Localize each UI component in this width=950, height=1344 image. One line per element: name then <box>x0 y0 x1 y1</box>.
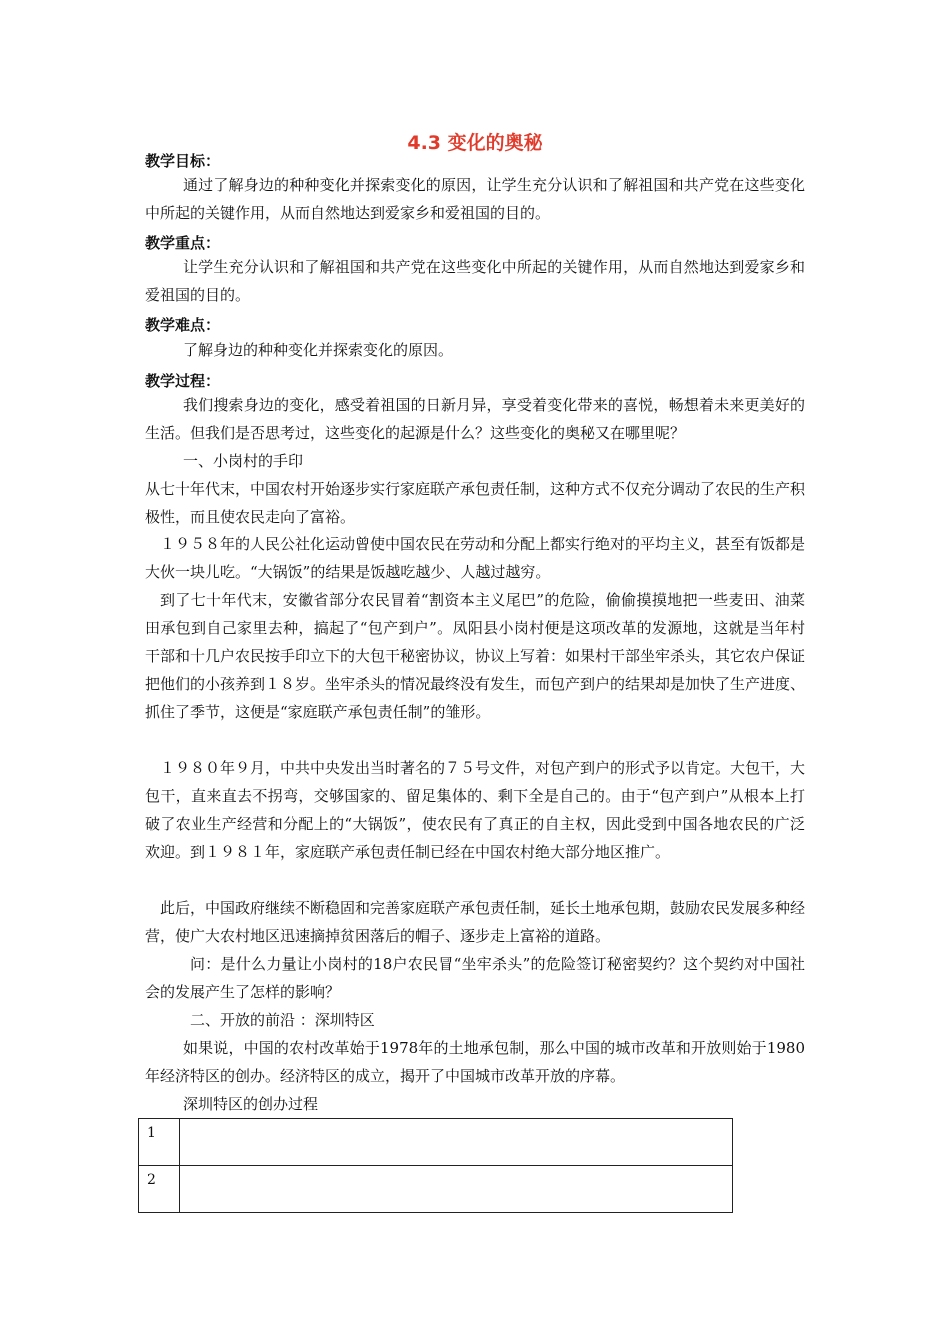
table-row <box>139 1119 733 1166</box>
goals-text: 通过了解身边的种种变化并探索变化的原因，让学生充分认识和了解祖国和共产党在这些变化中所起的关键作用，从而自然地达到爱家乡和爱祖国的目的。 <box>145 176 805 222</box>
table-cell-number: 1 <box>139 1119 180 1166</box>
paragraph-2: １９５８年的人民公社化运动曾使中国农民在劳动和分配上都实行绝对的平均主义，甚至有饭都是大伙一块儿吃。“大锅饭”的结果是饭越吃越少、人越过越穷。 <box>145 535 806 581</box>
key-text: 让学生充分认识和了解祖国和共产党在这些变化中所起的关键作用，从而自然地达到爱家乡和爱祖国的目的。 <box>145 258 805 304</box>
goals-heading: 教学目标： <box>145 152 221 170</box>
part1-heading: 一、小岗村的手印 <box>183 452 304 470</box>
process-heading: 教学过程： <box>145 372 221 390</box>
key-heading: 教学重点： <box>145 234 221 252</box>
question-text: 问：是什么力量让小岗村的18户农民冒“坐牢杀头”的危险签订秘密契约？这个契约对中国社会的发展产生了怎样的影响？ <box>145 955 805 1001</box>
paragraph-6: 如果说，中国的农村改革始于1978年的土地承包制，那么中国的城市改革和开放则始于1980年经济特区的创办。经济特区的成立，揭开了中国城市改革开放的序幕。 <box>145 1039 805 1085</box>
table-cell-content <box>180 1119 733 1166</box>
table-caption: 深圳特区的创办过程 <box>183 1095 319 1113</box>
paragraph-1: 从七十年代末，中国农村开始逐步实行家庭联产承包责任制，这种方式不仅充分调动了农民的生产积极性，而且使农民走向了富裕。 <box>145 480 806 526</box>
table-cell-number: 2 <box>139 1166 180 1213</box>
table-row <box>139 1166 733 1213</box>
process-intro: 我们搜索身边的变化，感受着祖国的日新月异，享受着变化带来的喜悦，畅想着未来更美好的生活。但我们是否思考过，这些变化的起源是什么？这些变化的奥秘又在哪里呢？ <box>145 396 805 442</box>
table-cell-content <box>180 1166 733 1213</box>
paragraph-5: 此后，中国政府继续不断稳固和完善家庭联产承包责任制，延长土地承包期，鼓励农民发展多种经营，使广大农村地区迅速摘掉贫困落后的帽子、逐步走上富裕的道路。 <box>145 899 806 945</box>
difficult-text: 了解身边的种种变化并探索变化的原因。 <box>183 341 454 359</box>
page-title: 4.3 变化的奥秘 <box>407 132 543 154</box>
part2-heading: 二、开放的前沿 ：深圳特区 <box>190 1011 375 1029</box>
difficult-heading: 教学难点： <box>145 316 221 334</box>
paragraph-3: 到了七十年代末，安徽省部分农民冒着“割资本主义尾巴”的危险，偷偷摸摸地把一些麦田、油菜田承包到自己家里去种，搞起了“包产到户”。凤阳县小岗村便是这项改革的发源地，这就是当年村干部和十几户农民按手印立下的大包干秘密协议，协议上写着：如果村干部坐牢杀头，其它农户保证把他们的小孩养到１８岁。坐牢杀头的情况最终没有发生，而包产到户的结果却是加快了生产进度、抓住了季节，这便是“家庭联产承包责任制”的雏形。 <box>145 591 806 721</box>
paragraph-4: １９８０年９月，中共中央发出当时著名的７５号文件，对包产到户的形式予以肯定。大包干，大包干，直来直去不拐弯，交够国家的、留足集体的、剩下全是自己的。由于“包产到户”从根本上打破了农业生产经营和分配上的“大锅饭”，使农民有了真正的自主权，因此受到中国各地农民的广泛欢迎。到１９８１年，家庭联产承包责任制已经在中国农村绝大部分地区推广。 <box>145 759 806 861</box>
process-table <box>138 1118 733 1213</box>
